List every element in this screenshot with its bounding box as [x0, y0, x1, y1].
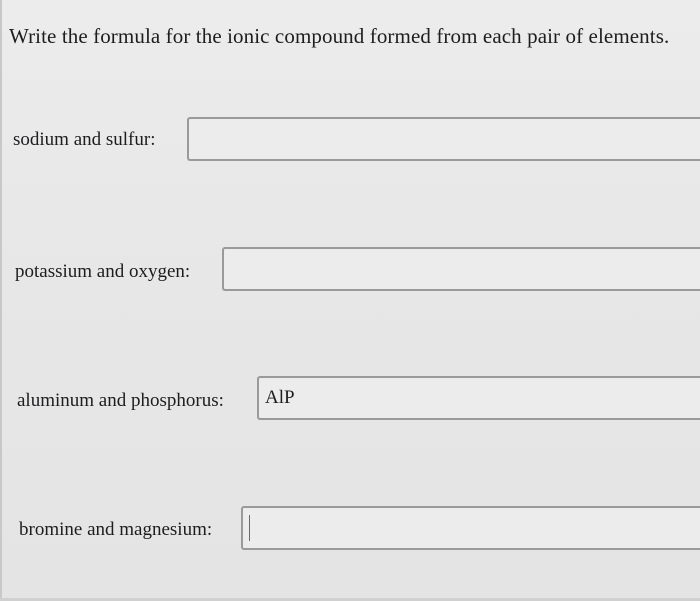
pair-label-potassium-oxygen: potassium and oxygen: — [15, 261, 191, 282]
pair-label-aluminum-phosphorus: aluminum and phosphorus: — [17, 390, 224, 411]
pair-label-sodium-sulfur: sodium and sulfur: — [13, 129, 156, 150]
panel-left-border — [0, 0, 2, 601]
text-cursor — [249, 515, 250, 541]
answer-input-sodium-sulfur[interactable] — [187, 117, 700, 161]
answer-input-bromine-magnesium[interactable] — [241, 506, 700, 550]
answer-input-potassium-oxygen[interactable] — [222, 247, 700, 291]
answer-input-aluminum-phosphorus[interactable] — [257, 376, 700, 420]
question-instructions: Write the formula for the ionic compound formed from each pair of elements. — [9, 24, 670, 48]
pair-label-bromine-magnesium: bromine and magnesium: — [19, 519, 213, 540]
